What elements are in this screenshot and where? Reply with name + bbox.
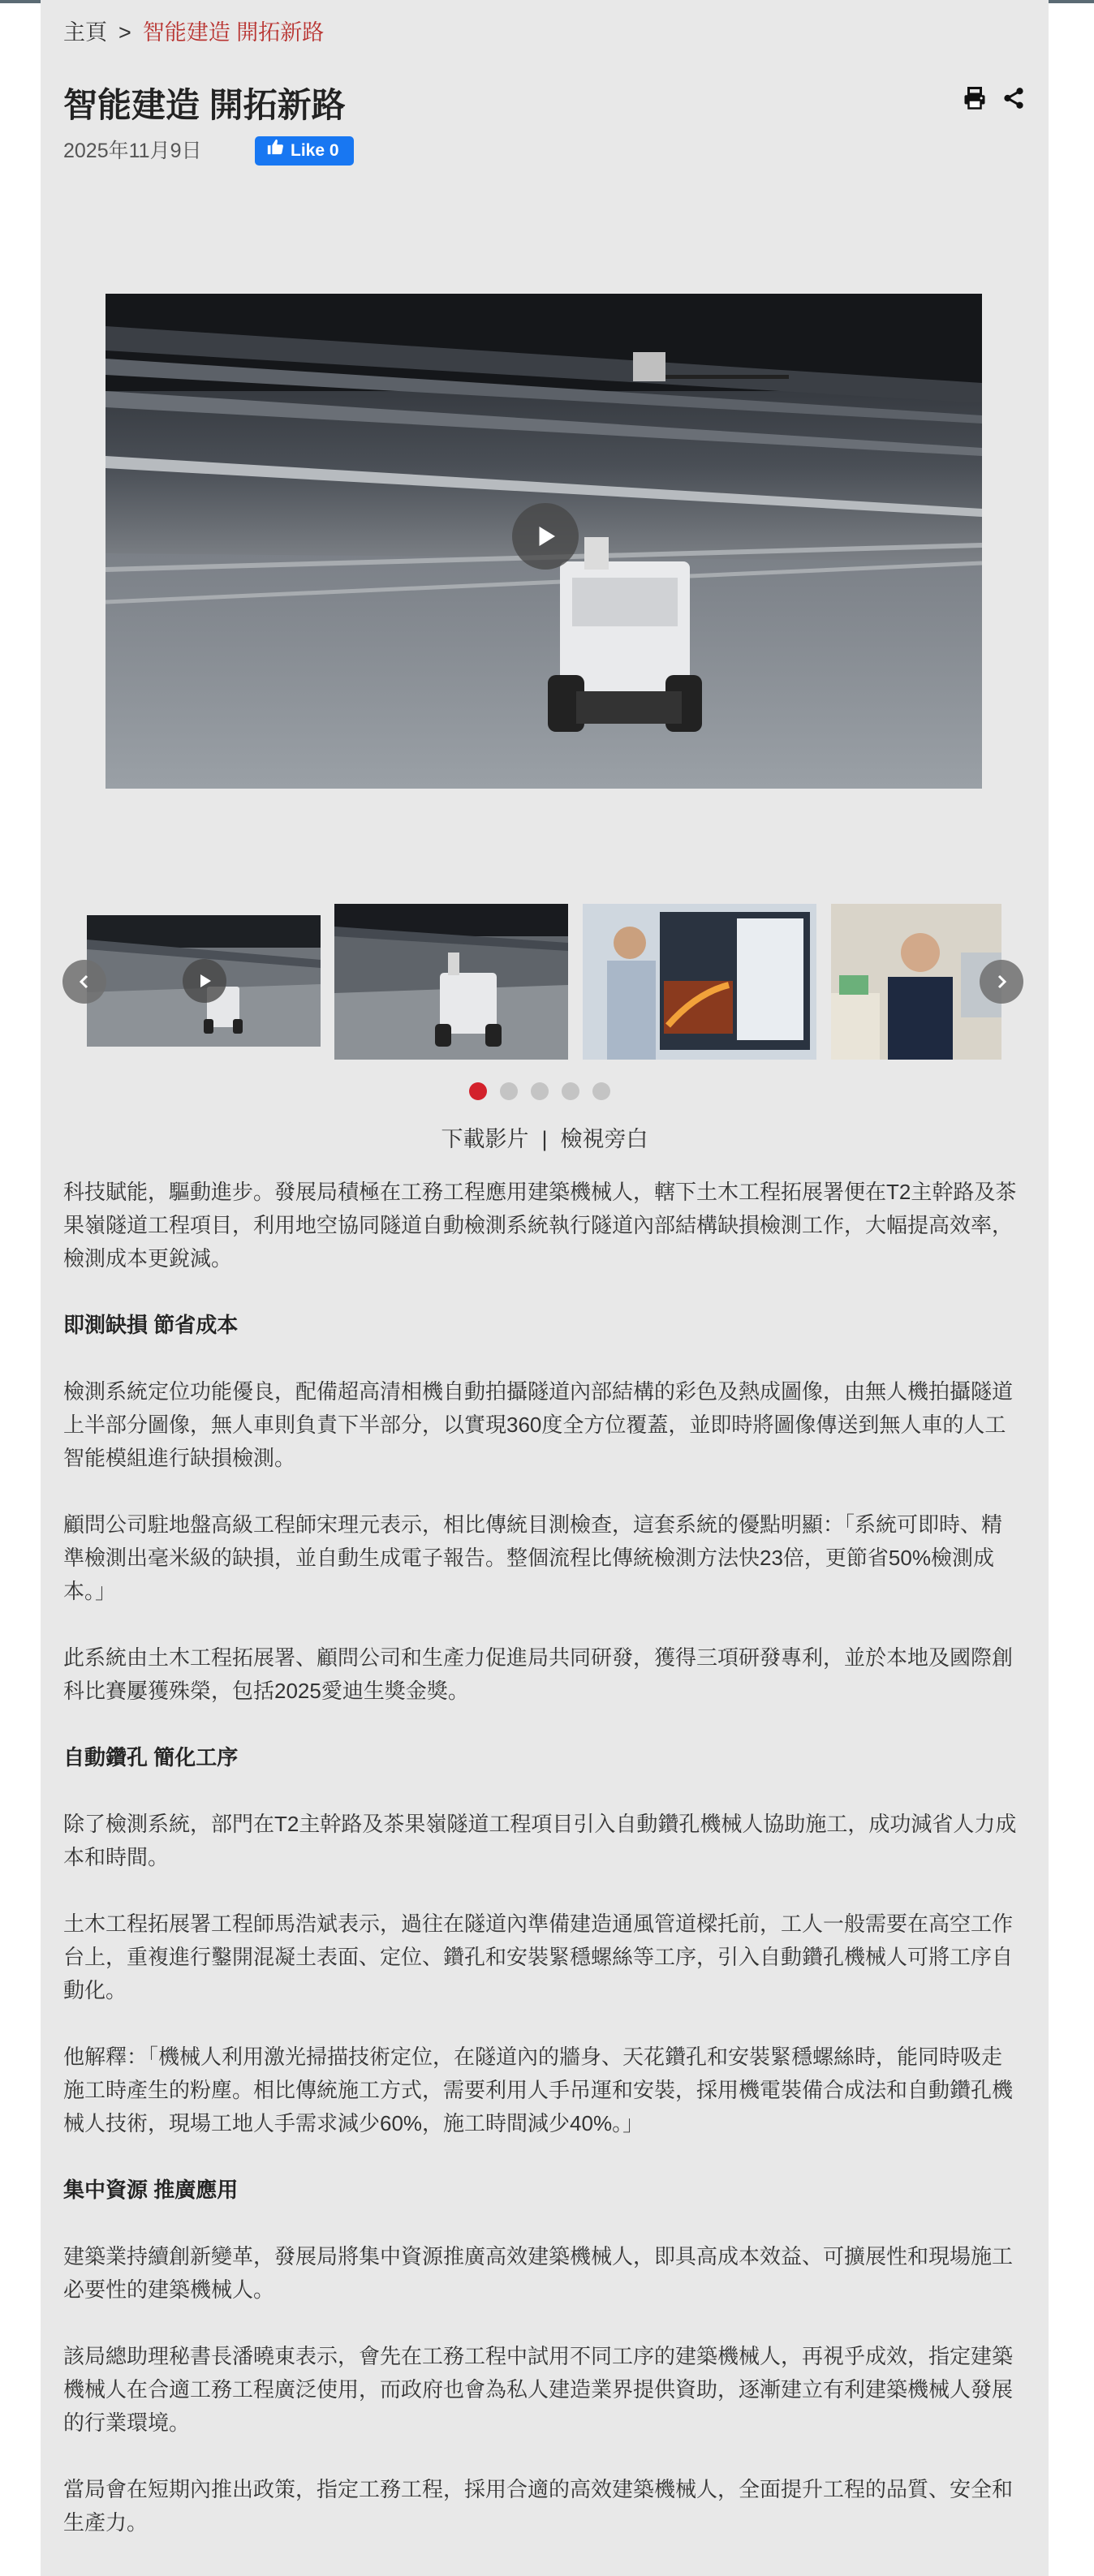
article-paragraph: 建築業持續創新變革，發展局將集中資源推廣高效建築機械人，即具高成本效益、可擴展性和現場施工必要性的建築機械人。 [63, 2244, 1014, 2302]
breadcrumb-home-link[interactable]: 主頁 [63, 20, 107, 45]
gallery-thumbnail-4[interactable] [831, 904, 1001, 1060]
share-icon[interactable] [1001, 86, 1026, 114]
media-links-separator: | [541, 1127, 548, 1151]
gallery-dot-3[interactable] [531, 1082, 549, 1100]
article-subheading: 即測缺損 節省成本 [63, 1313, 239, 1337]
facebook-like-button[interactable] [255, 136, 354, 166]
facebook-thumb-icon [266, 136, 284, 166]
gallery-thumbnail-2[interactable] [334, 904, 568, 1060]
download-video-link[interactable]: 下載影片 [441, 1127, 529, 1151]
gallery-dot-1[interactable] [469, 1082, 487, 1100]
play-icon[interactable] [512, 503, 579, 570]
article-paragraph: 科技賦能，驅動進步。發展局積極在工務工程應用建築機械人，轄下土木工程拓展署便在T2主幹路及茶果嶺隧道工程項目，利用地空協同隧道自動檢測系統執行隧道內部結構缺損檢測工作，大幅提高效率，檢測成本更銳減。 [63, 1180, 1017, 1271]
thumbnail-image [831, 904, 1001, 1060]
facebook-like-label: Like 0 [291, 141, 339, 160]
article-paragraph: 此系統由土木工程拓展署、顧問公司和生產力促進局共同研發，獲得三項研發專利，並於本地及國際創科比賽屢獲殊榮，包括2025愛迪生獎金獎。 [63, 1645, 1014, 1703]
media-links [41, 1125, 1049, 1154]
article-page [41, 0, 1049, 2576]
gallery-dot-4[interactable] [562, 1082, 579, 1100]
gallery-prev-button[interactable] [62, 960, 106, 1004]
gallery-thumbnail-1[interactable] [87, 915, 321, 1047]
thumbnail-image [334, 904, 568, 1060]
view-narration-link[interactable]: 檢視旁白 [560, 1127, 648, 1151]
breadcrumb-current[interactable]: 智能建造 開拓新路 [142, 20, 325, 45]
breadcrumb-separator: > [118, 20, 131, 45]
article-subheading: 自動鑽孔 簡化工序 [63, 1745, 239, 1770]
gallery-pagination [469, 1082, 610, 1100]
article-body [63, 1176, 1021, 2573]
gallery-dot-5[interactable] [592, 1082, 610, 1100]
breadcrumb [63, 18, 324, 47]
thumbnail-image [583, 904, 816, 1060]
chevron-left-icon [75, 972, 94, 991]
article-paragraph: 他解釋：「機械人利用激光掃描技術定位，在隧道內的牆身、天花鑽孔和安裝緊穩螺絲時，能同時吸走施工時產生的粉塵。相比傳統施工方式，需要利用人手吊運和安裝，採用機電裝備合成法和自動鑽孔機械人技術，現場工地人手需求減少60%，施工時間減少40%。」 [63, 2045, 1014, 2135]
article-paragraph: 顧問公司駐地盤高級工程師宋理元表示，相比傳統目測檢查，這套系統的優點明顯：「系統可即時、精準檢測出毫米級的缺損，並自動生成電子報告。整個流程比傳統檢測方法快23倍，更節省50%檢測成本。」 [63, 1512, 1003, 1603]
hero-video[interactable] [106, 294, 982, 789]
gallery-thumbnail-3[interactable] [583, 904, 816, 1060]
article-paragraph: 土木工程拓展署工程師馬浩斌表示，過往在隧道內準備建造通風管道樑托前，工人一般需要在高空工作台上，重複進行鑿開混凝土表面、定位、鑽孔和安裝緊穩螺絲等工序，引入自動鑽孔機械人可將工序自動化。 [63, 1912, 1014, 2002]
article-paragraph: 檢測系統定位功能優良，配備超高清相機自動拍攝隧道內部結構的彩色及熱成圖像，由無人機拍攝隧道上半部分圖像，無人車則負責下半部分，以實現360度全方位覆蓋，並即時將圖像傳送到無人車的人工智能模組進行缺損檢測。 [63, 1379, 1014, 1470]
print-icon[interactable] [963, 86, 987, 114]
gallery-next-button[interactable] [980, 960, 1023, 1004]
chevron-right-icon [992, 972, 1011, 991]
article-paragraph: 當局會在短期內推出政策，指定工務工程，採用合適的高效建築機械人，全面提升工程的品質、安全和生產力。 [63, 2477, 1014, 2535]
gallery-dot-2[interactable] [500, 1082, 518, 1100]
article-paragraph: 除了檢測系統，部門在T2主幹路及茶果嶺隧道工程項目引入自動鑽孔機械人協助施工，成功減省人力成本和時間。 [63, 1812, 1017, 1869]
article-subheading: 集中資源 推廣應用 [63, 2178, 239, 2202]
play-icon[interactable] [183, 959, 226, 1003]
article-paragraph: 該局總助理秘書長潘曉東表示，會先在工務工程中試用不同工序的建築機械人，再視乎成效，指定建築機械人在合適工務工程廣泛使用，而政府也會為私人建造業界提供資助，逐漸建立有利建築機械人發展的行業環境。 [63, 2344, 1014, 2435]
publish-date: 2025年11月9日 [63, 140, 202, 162]
page-title: 智能建造 開拓新路 [63, 86, 346, 124]
article-tools [963, 86, 1026, 114]
